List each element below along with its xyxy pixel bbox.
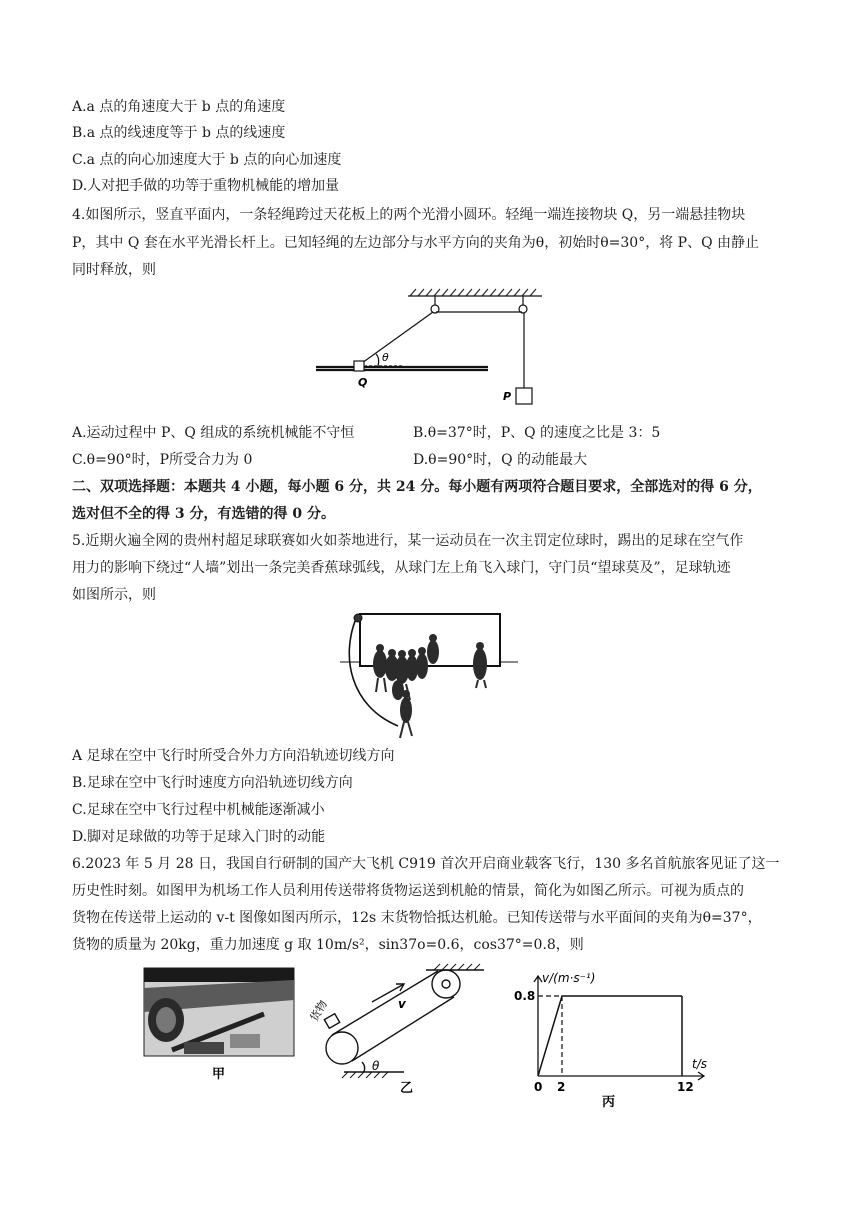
q3-option-b: B.a 点的线速度等于 b 点的线速度: [72, 125, 286, 141]
q4-option-d: D.θ=90°时，Q 的动能最大: [413, 452, 588, 468]
q4-option-b: B.θ=37°时，P、Q 的速度之比是 3：5: [413, 425, 661, 441]
q6-conveyor-diagram-yi: [304, 964, 484, 1096]
q6-yi-cargo-label: 货物: [307, 998, 330, 1024]
q4-stem-line-3: 同时释放，则: [72, 262, 156, 278]
q5-option-d: D.脚对足球做的功等于足球入门时的动能: [72, 829, 326, 845]
q6-caption-yi: 乙: [400, 1081, 414, 1096]
q6-caption-jia: 甲: [212, 1067, 226, 1082]
q6-stem-line-1: 6.2023 年 5 月 28 日，我国自行研制的国产大飞机 C919 首次开启商业载客飞行，130 多名首航旅客见证了这一: [72, 856, 780, 872]
x-tick-label: 0: [534, 1080, 543, 1094]
section2-heading-line-2: 选对但不全的得 3 分，有选错的得 0 分。: [72, 506, 335, 522]
q3-option-d: D.人对把手做的功等于重物机械能的增加量: [72, 178, 340, 194]
q6-stem-line-2: 历史性时刻。如图甲为机场工作人员利用传送带将货物运送到机舱的情景，简化为如图乙所示。可视为质点的: [72, 883, 744, 899]
q3-option-a: A.a 点的角速度大于 b 点的角速度: [72, 99, 286, 115]
q5-banana-kick-figure: [340, 606, 520, 742]
x-tick-label: 2: [557, 1080, 566, 1094]
q6-photo-jia: [144, 968, 296, 1084]
q6-vt-chart: [508, 960, 724, 1110]
q5-option-b: B.足球在空中飞行时速度方向沿轨迹切线方向: [72, 775, 353, 791]
x-tick-label: 12: [677, 1080, 694, 1094]
q5-stem-line-3: 如图所示，则: [72, 587, 156, 603]
q6-stem-line-3: 货物在传送带上运动的 v-t 图像如图丙所示，12s 末货物恰抵达机舱。已知传送带与水平面间的夹角为θ=37°，: [72, 910, 762, 926]
q4-rope-ring-figure: [310, 288, 550, 408]
q4-option-a: A.运动过程中 P、Q 组成的系统机械能不守恒: [72, 425, 355, 441]
q4-stem-line-1: 4.如图所示，竖直平面内，一条轻绳跨过天花板上的两个光滑小圆环。轻绳一端连接物块 Q，另一端悬挂物块: [72, 207, 746, 223]
q5-stem-line-2: 用力的影响下绕过“人墙”划出一条完美香蕉球弧线，从球门左上角飞入球门，守门员“望球莫及”，足球轨迹: [72, 560, 731, 576]
q6-chart-ylabel: v/(m·s⁻¹): [542, 971, 596, 985]
q5-option-c: C.足球在空中飞行过程中机械能逐渐减小: [72, 802, 325, 818]
series-line: [538, 996, 682, 1076]
q6-yi-theta-label: θ: [372, 1059, 380, 1073]
q3-option-c: C.a 点的向心加速度大于 b 点的向心加速度: [72, 152, 342, 168]
section2-heading-line-1: 二、双项选择题：本题共 4 小题，每小题 6 分，共 24 分。每小题有两项符合题目要求，全部选对的得 6 分，: [72, 479, 762, 495]
q4-option-c: C.θ=90°时，P所受合力为 0: [72, 452, 253, 468]
q4-theta-label: θ: [382, 351, 389, 364]
q4-stem-line-2: P，其中 Q 套在水平光滑长杆上。已知轻绳的左边部分与水平方向的夹角为θ，初始时θ=30°，将 P、Q 由静止: [72, 235, 759, 251]
q4-label-q: Q: [358, 376, 368, 389]
q5-option-a: A 足球在空中飞行时所受合外力方向沿轨迹切线方向: [72, 748, 395, 764]
q6-stem-line-4: 货物的质量为 20kg，重力加速度 g 取 10m/s²，sin37o=0.6，cos37°=0.8，则: [72, 937, 584, 953]
q6-chart-xlabel: t/s: [692, 1057, 707, 1071]
q6-yi-velocity-label: v: [398, 997, 406, 1011]
y-tick-label: 0.8: [514, 989, 536, 1003]
q6-caption-bing: 丙: [602, 1095, 616, 1110]
q5-stem-line-1: 5.近期火遍全网的贵州村超足球联赛如火如荼地进行，某一运动员在一次主罚定位球时，踢出的足球在空气作: [72, 533, 744, 549]
q4-label-p: P: [503, 390, 512, 403]
